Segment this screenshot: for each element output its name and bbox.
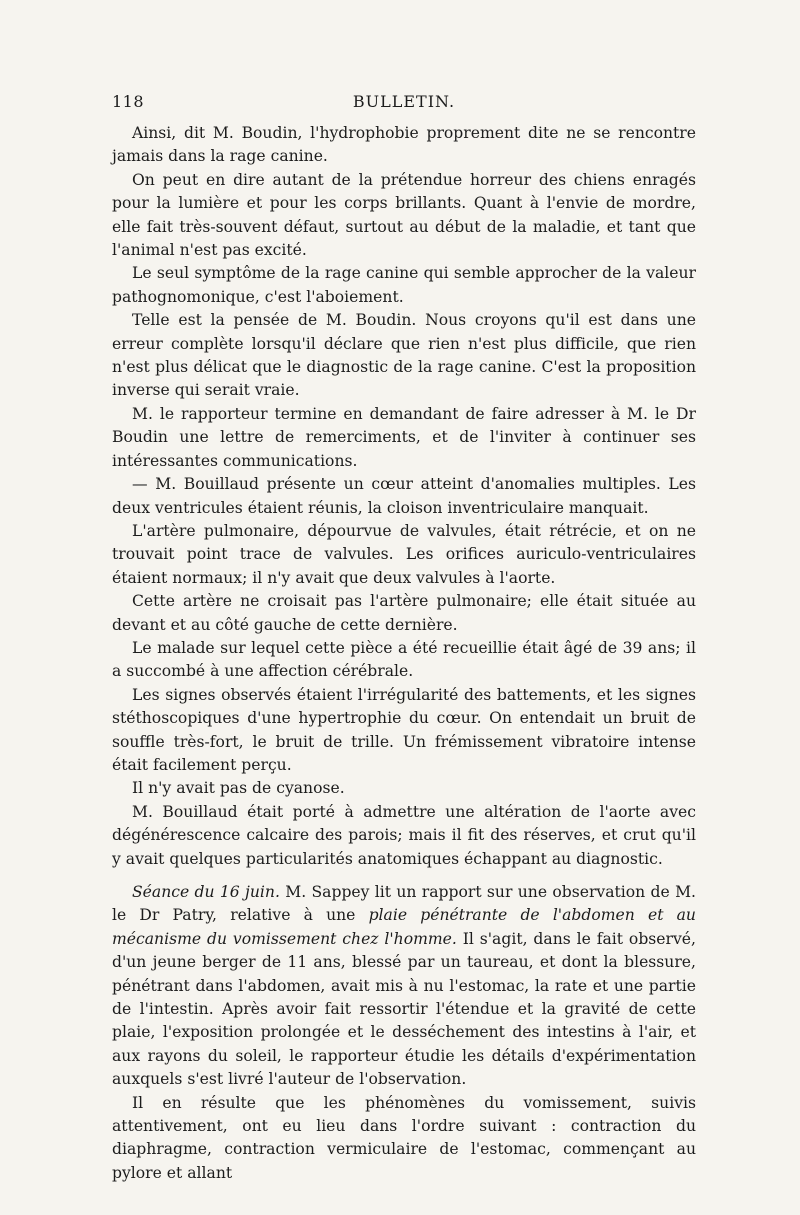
paragraph: Telle est la pensée de M. Boudin. Nous croyons qu'il est dans une erreur complète lorsqu'il déclare que rien n'est plus difficile, que rien n'est plus délicat que le diagnostic de la rage canine. C'est la proposition inverse qui serait vraie. (112, 311, 696, 400)
paragraph: M. Bouillaud était porté à admettre une altération de l'aorte avec dégénérescence calcaire des parois; mais il fit des réserves, et crut qu'il y avait quelques particularités anatomiques échappant au diagnostic. (112, 802, 696, 868)
paragraph: — M. Bouillaud présente un cœur atteint d'anomalies multiples. Les deux ventricules étaient réunis, la cloison inventriculaire manquait. (112, 475, 696, 517)
paragraph: M. le rapporteur termine en demandant de faire adresser à M. le Dr Boudin une lettre de remerciments, et de l'inviter à continuer ses intéressantes communications. (112, 404, 696, 470)
paragraph: Le seul symptôme de la rage canine qui semble approcher de la valeur pathognomonique, c'est l'aboiement. (112, 264, 696, 306)
session-date: Séance du 16 juin. (132, 883, 280, 901)
paragraph: Il n'y avait pas de cyanose. (132, 779, 345, 798)
paragraph: On peut en dire autant de la prétendue horreur des chiens enragés pour la lumière et pour les corps brillants. Quant à l'envie de mordre, elle fait très-souvent défaut, surtout au début de la maladie, et tant que l'animal n'est pas excité. (112, 170, 696, 260)
session-text-after: Il s'agit, dans le fait observé, d'un jeune berger de 11 ans, blessé par un taureau, et dont la blessure, pénétrant dans l'abdomen, avait mis à nu l'estomac, la rate et une partie de l'intestin. Après avoir fait ressortir l'étendue et la gravité de cette plaie, l'exposition prolongée et le desséchement des intestins à l'air, et aux rayons du soleil, le rapporteur étudie les détails d'expérimentation auxquels s'est livré l'auteur de l'observation. (112, 929, 696, 1089)
session-text-before: M. Sappey lit un rapport sur une observation de M. le Dr Patry, relative à une (112, 883, 696, 925)
paragraph: Les signes observés étaient l'irrégularité des battements, et les signes stéthoscopiques d'une hypertrophie du cœur. On entendait un bruit de souffle très-fort, le bruit de trille. Un frémissement vibratoire intense était facilement perçu. (112, 685, 696, 774)
paragraph: Le malade sur lequel cette pièce a été recueillie était âgé de 39 ans; il a succombé à une affection cérébrale. (112, 638, 696, 681)
body-text (112, 122, 696, 1185)
running-head (112, 92, 696, 122)
final-paragraph: Il en résulte que les phénomènes du vomissement, suivis attentivement, ont eu lieu dans l'ordre suivant : contraction du diaphragme, contraction vermiculaire de l'estomac, commençant au pylore et allant (112, 1093, 696, 1182)
session-report-title: plaie pénétrante de l'abdomen et au mécanisme du vomissement chez l'homme. (112, 906, 696, 948)
paragraph: Ainsi, dit M. Boudin, l'hydrophobie proprement dite ne se rencontre jamais dans la rage canine. (112, 124, 696, 166)
page-number: 118 (112, 92, 145, 111)
running-title: BULLETIN. (352, 92, 456, 111)
paragraph: L'artère pulmonaire, dépourvue de valvules, était rétrécie, et on ne trouvait point trace de valvules. Les orifices auriculo-ventriculaires étaient normaux; il n'y avait que deux valvules à l'aorte. (112, 521, 696, 587)
session-paragraph (112, 881, 696, 1092)
paragraph: Cette artère ne croisait pas l'artère pulmonaire; elle était située au devant et au côté gauche de cette dernière. (112, 592, 696, 634)
